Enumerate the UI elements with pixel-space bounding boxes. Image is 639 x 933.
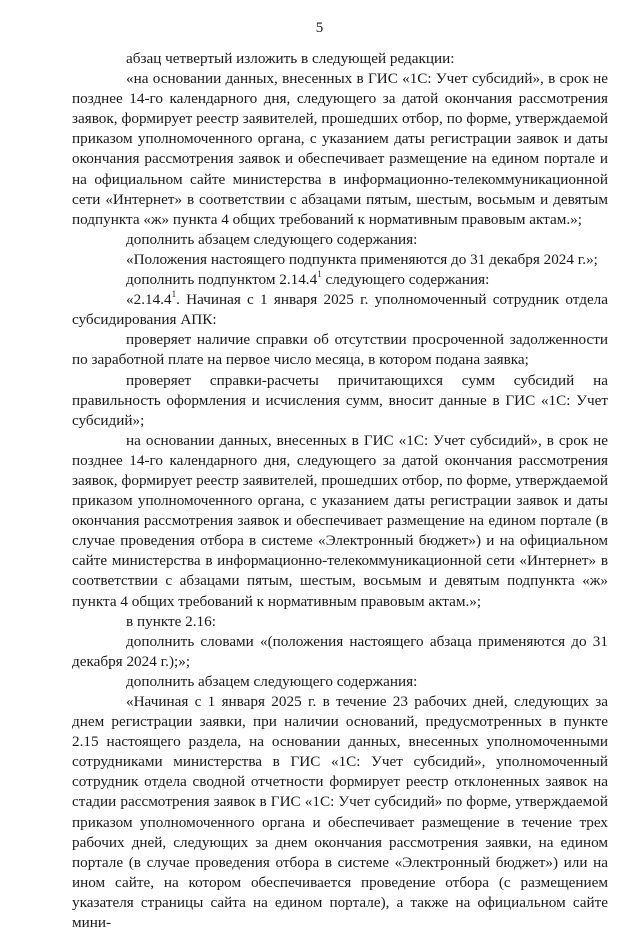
paragraph-text: «2.14.4: [126, 291, 172, 309]
paragraph-registry-formation: на основании данных, внесенных в ГИС «1С: Учет субсидий», в срок не позднее 14-го календарного дня, следующего за датой окончания рассмотрения заявок, формирует реестр заявителей, прошедших отбор, по форме, утверждаемой приказом уполномоченного органа, с указанием даты регистрации заявок и даты окончания рассмотрения заявок и обеспечивает размещение на едином портале (в случае проведения отбора в системе «Электронный бюджет») и на официальном сайте министерства в информационно-телекоммуникационной сети «Интернет» в соответствии с абзацами пятым, шестым, восьмым и девятым подпункта «ж» пункта 4 общих требований к нормативным правовым актам.»;: [72, 431, 608, 610]
paragraph-intro: абзац четвертый изложить в следующей редакции:: [126, 50, 455, 67]
paragraph-text: следующего содержания:: [321, 271, 490, 289]
paragraph-quoted-abzac-4: «на основании данных, внесенных в ГИС «1С: Учет субсидий», в срок не позднее 14-го календарного дня, следующего за датой окончания рассмотрения заявок, формирует реестр заявителей, прошедших отбор, по форме, утверждаемой приказом уполномоченного органа, с указанием даты регистрации заявок и даты окончания рассмотрения заявок и обеспечивает размещение на едином портале и на официальном сайте министерства в информационно-телекоммуникационной сети «Интернет» в соответствии с абзацами пятым, шестым, восьмым и девятым подпункта «ж» пункта 4 общих требований к нормативным правовым актам.»;: [72, 70, 608, 228]
paragraph-text: . Начиная с 1 января 2025 г. уполномоченный сотрудник отдела субсидирования АПК:: [72, 291, 608, 329]
paragraph-subpoint-2-14-4-1: [72, 290, 608, 330]
paragraph-check-calculations: проверяет справки-расчеты причитающихся сумм субсидий на правильность оформления и исчисления сумм, вносит данные в ГИС «1С: Учет субсидий»;: [72, 371, 608, 429]
document-body: [72, 49, 608, 933]
paragraph-point-2-16: в пункте 2.16:: [126, 612, 216, 630]
paragraph-add-subpoint: [72, 270, 608, 290]
page-number: 5: [315, 20, 324, 36]
paragraph-add-abzac: дополнить абзацем следующего содержания:: [126, 230, 418, 248]
paragraph-check-certificate: проверяет наличие справки об отсутствии просроченной задолженности по заработной плате на первое число месяца, в котором подана заявка;: [72, 331, 608, 369]
superscript: 1: [171, 289, 177, 300]
paragraph-add-words: дополнить словами «(положения настоящего абзаца применяются до 31 декабря 2024 г.);»;: [72, 632, 608, 670]
paragraph-add-abzac-2: дополнить абзацем следующего содержания:: [126, 672, 418, 690]
paragraph-from-2025: «Начиная с 1 января 2025 г. в течение 23 рабочих дней, следующих за днем регистрации заявки, при наличии оснований, предусмотренных в пункте 2.15 настоящего раздела, на основании данных, внесенных уполномоченными сотрудниками министерства в ГИС «1С: Учет субсидий», уполномоченный сотрудник отдела сводной отчетности формирует реестр отклоненных заявок на стадии рассмотрения заявок в ГИС «1С: Учет субсидий» по форме, утверждаемой приказом уполномоченного органа и обеспечивает размещение в течение трех рабочих дней, следующих за днем окончания рассмотрения заявки, на едином портале (в случае проведения отбора в системе «Электронный бюджет») или на ином сайте, на котором обеспечивается проведение отбора (с размещением указателя страницы сайта на едином портале), а также на официальном сайте мини-: [72, 693, 608, 932]
superscript: 1: [317, 268, 322, 279]
paragraph-provisions-until-2024: «Положения настоящего подпункта применяются до 31 декабря 2024 г.»;: [126, 250, 598, 268]
paragraph-text: дополнить подпунктом 2.14.4: [126, 271, 318, 289]
